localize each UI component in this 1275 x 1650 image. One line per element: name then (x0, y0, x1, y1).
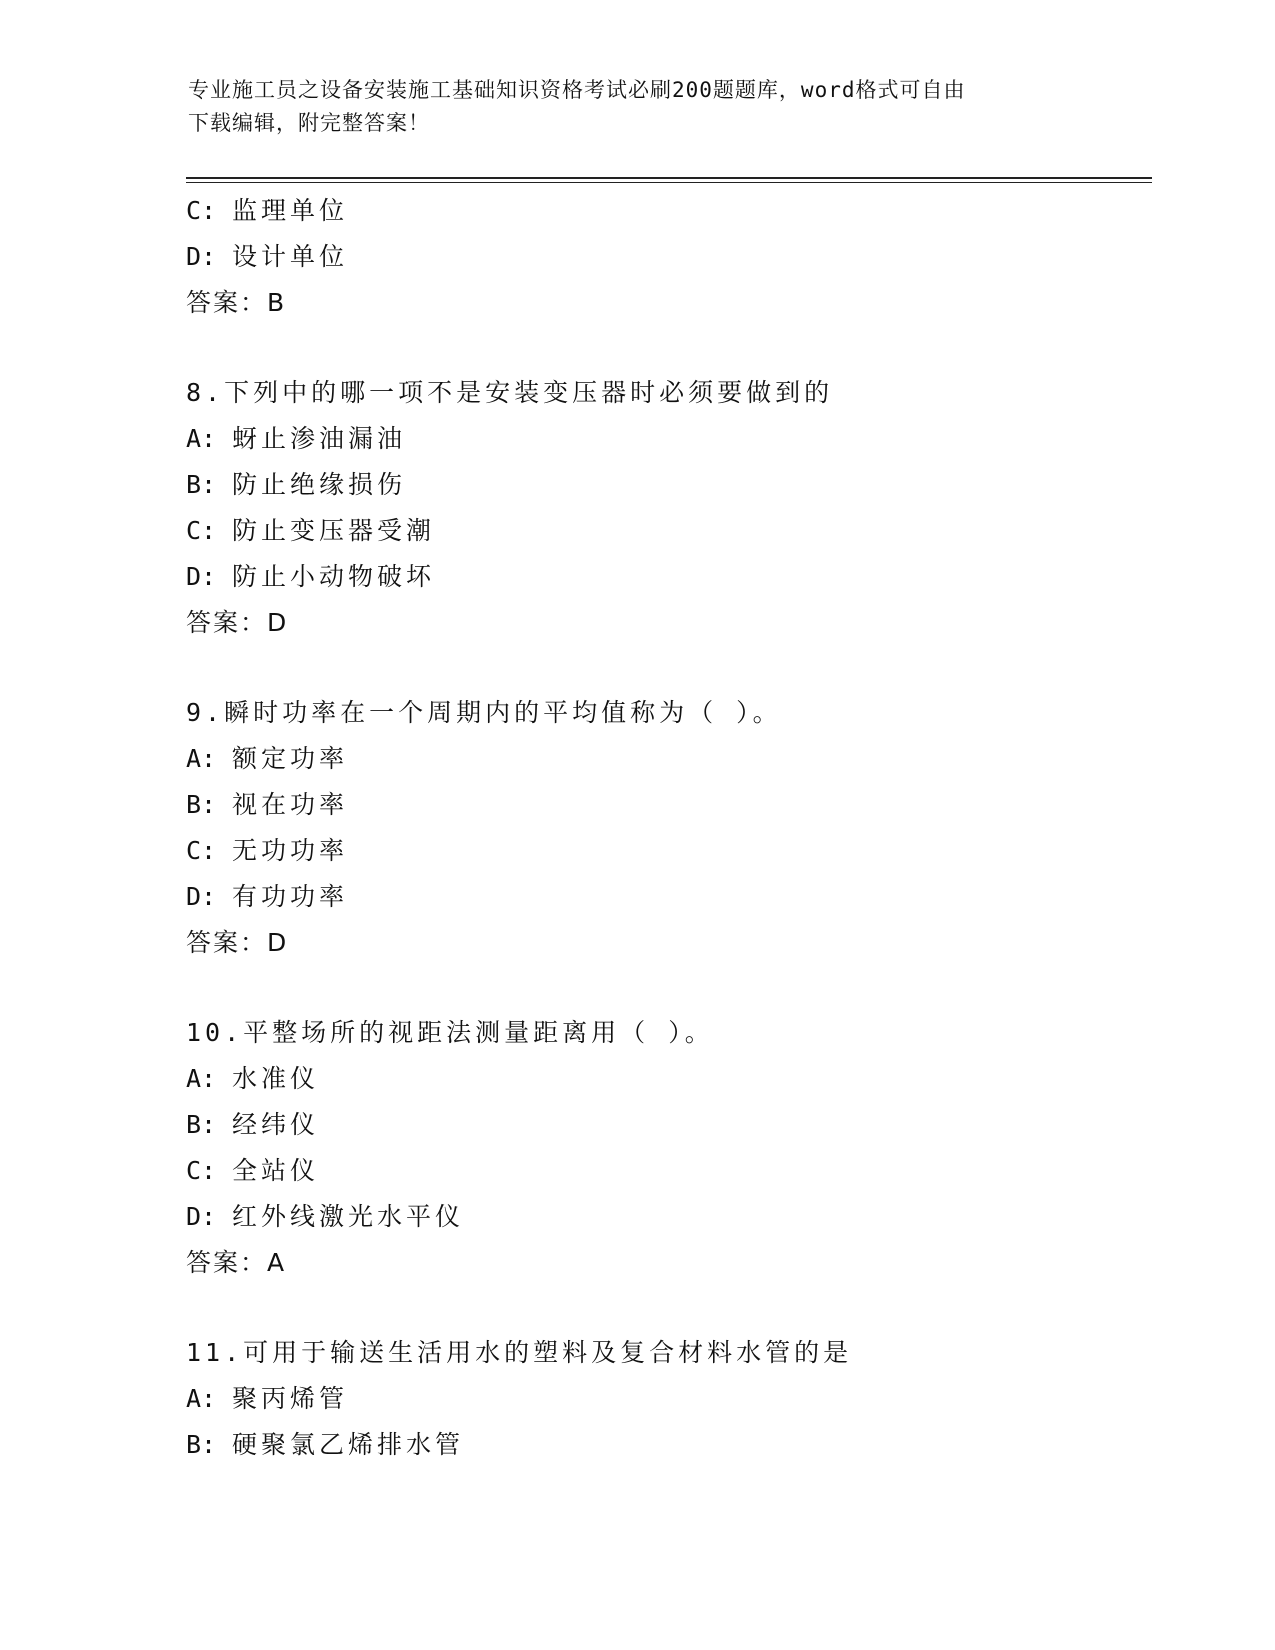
option-label: C: (186, 1156, 217, 1185)
option-text: 聚丙烯管 (232, 1384, 349, 1413)
option-line (186, 1102, 1146, 1148)
option-label: A: (186, 744, 217, 773)
option-line (186, 1422, 1146, 1468)
question-block (186, 1010, 1146, 1286)
option-label: D: (186, 882, 217, 911)
answer-line: 答案：D (186, 608, 289, 637)
option-label: B: (186, 790, 217, 819)
question-stem: 10.平整场所的视距法测量距离用（ ）。 (186, 1018, 714, 1047)
option-line (186, 234, 1146, 280)
option-text: 蚜止渗油漏油 (232, 424, 407, 453)
option-label: B: (186, 470, 217, 499)
option-line (186, 874, 1146, 920)
option-line (186, 828, 1146, 874)
option-line (186, 554, 1146, 600)
question-stem: 11.可用于输送生活用水的塑料及复合材料水管的是 (186, 1338, 853, 1367)
option-text: 防止绝缘损伤 (232, 470, 407, 499)
question-stem: 9.瞬时功率在一个周期内的平均值称为（ ）。 (186, 698, 782, 727)
option-label: C: (186, 196, 217, 225)
header-rule-thin (186, 182, 1152, 183)
option-label: C: (186, 516, 217, 545)
option-line (186, 782, 1146, 828)
option-line (186, 508, 1146, 554)
option-text: 额定功率 (232, 744, 349, 773)
question-list (186, 188, 1146, 1468)
option-label: D: (186, 242, 217, 271)
question-stem: 8.下列中的哪一项不是安装变压器时必须要做到的 (186, 378, 834, 407)
option-label: A: (186, 424, 217, 453)
question-block (186, 690, 1146, 966)
header-rule-thick (186, 177, 1152, 179)
option-text: 防止变压器受潮 (232, 516, 436, 545)
question-block-continued (186, 188, 1146, 326)
option-text: 硬聚氯乙烯排水管 (232, 1430, 465, 1459)
option-label: D: (186, 562, 217, 591)
option-label: D: (186, 1202, 217, 1231)
answer-line: 答案：A (186, 1248, 287, 1277)
document-header (188, 74, 1088, 140)
option-label: C: (186, 836, 217, 865)
question-block (186, 1330, 1146, 1468)
option-text: 红外线激光水平仪 (232, 1202, 465, 1231)
option-text: 水准仪 (232, 1064, 320, 1093)
option-label: A: (186, 1384, 217, 1413)
option-line (186, 462, 1146, 508)
option-text: 视在功率 (232, 790, 349, 819)
answer-line: 答案：B (186, 288, 287, 317)
option-label: A: (186, 1064, 217, 1093)
option-text: 无功功率 (232, 836, 349, 865)
option-line (186, 736, 1146, 782)
header-title-line-1: 专业施工员之设备安装施工基础知识资格考试必刷200题题库，word格式可自由 (188, 78, 966, 102)
option-text: 全站仪 (232, 1156, 320, 1185)
option-text: 设计单位 (232, 242, 349, 271)
option-line (186, 1376, 1146, 1422)
option-line (186, 1148, 1146, 1194)
option-line (186, 188, 1146, 234)
answer-line: 答案：D (186, 928, 289, 957)
option-line (186, 1056, 1146, 1102)
option-text: 经纬仪 (232, 1110, 320, 1139)
option-label: B: (186, 1430, 217, 1459)
option-line (186, 1194, 1146, 1240)
option-text: 监理单位 (232, 196, 349, 225)
option-text: 有功功率 (232, 882, 349, 911)
option-line (186, 416, 1146, 462)
header-title-line-2: 下载编辑，附完整答案！ (188, 111, 430, 135)
option-text: 防止小动物破坏 (232, 562, 436, 591)
question-block (186, 370, 1146, 646)
option-label: B: (186, 1110, 217, 1139)
